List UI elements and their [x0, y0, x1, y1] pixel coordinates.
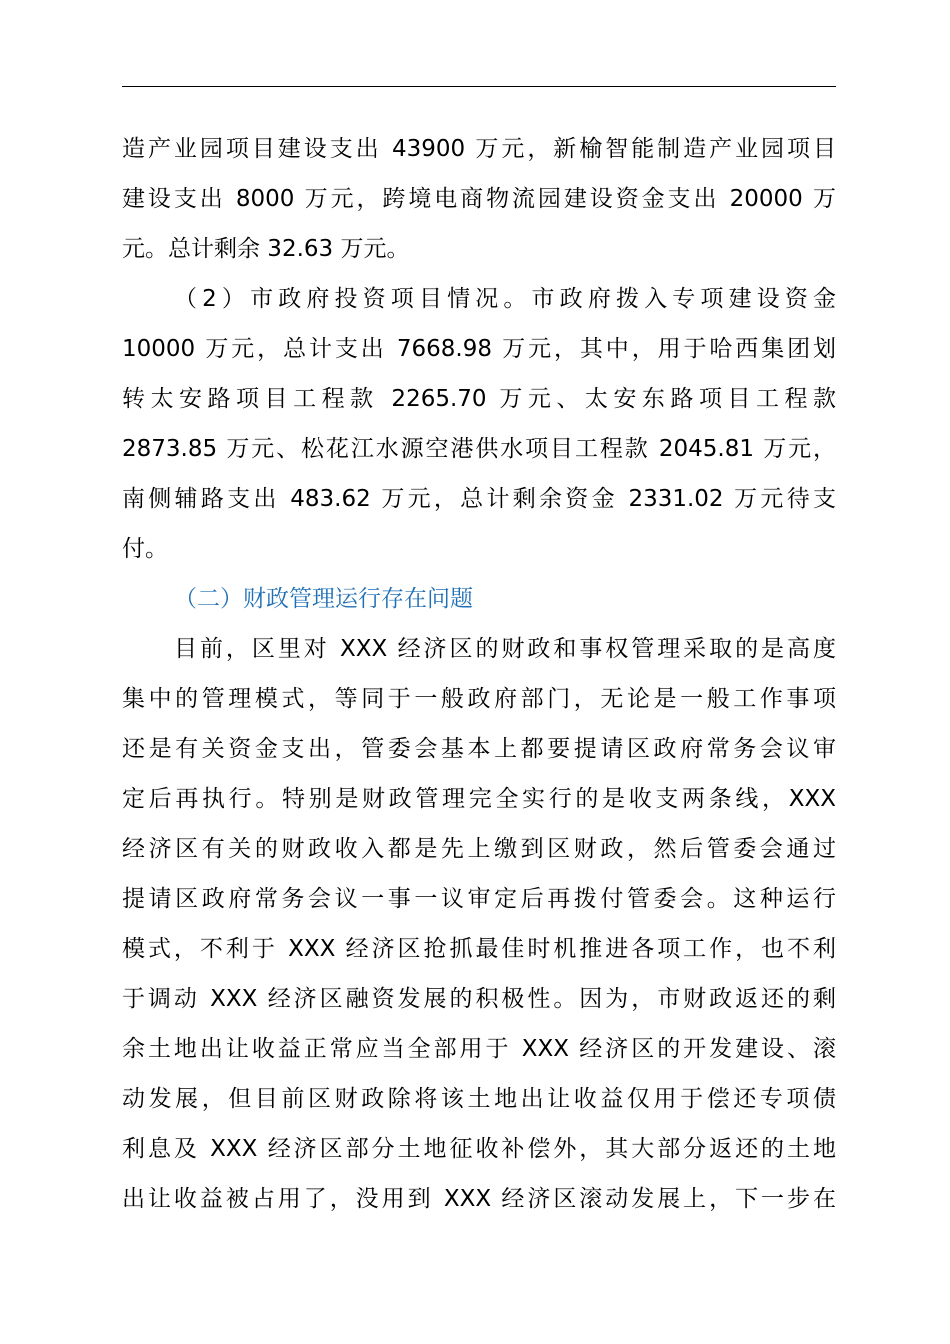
- text-line: 转太安路项目工程款 2265.70 万元、太安东路项目工程款: [122, 386, 836, 412]
- text-line: （2）市政府投资项目情况。市政府拨入专项建设资金: [174, 286, 836, 312]
- text-line: 造产业园项目建设支出 43900 万元，新榆智能制造产业园项目: [122, 136, 836, 162]
- text-line: 提请区政府常务会议一事一议审定后再拨付管委会。这种运行: [122, 886, 836, 912]
- text-line: 南侧辅路支出 483.62 万元，总计剩余资金 2331.02 万元待支: [122, 486, 836, 512]
- text-line: 集中的管理模式，等同于一般政府部门，无论是一般工作事项: [122, 686, 836, 712]
- text-line: 余土地出让收益正常应当全部用于 XXX 经济区的开发建设、滚: [122, 1036, 836, 1062]
- text-line: 10000 万元，总计支出 7668.98 万元，其中，用于哈西集团划: [122, 336, 836, 362]
- text-line: 定后再执行。特别是财政管理完全实行的是收支两条线，XXX: [122, 786, 836, 812]
- text-line: 2873.85 万元、松花江水源空港供水项目工程款 2045.81 万元，: [122, 436, 836, 462]
- text-line: 建设支出 8000 万元，跨境电商物流园建设资金支出 20000 万: [122, 186, 836, 212]
- document-body: [122, 124, 836, 1224]
- text-line: 出让收益被占用了，没用到 XXX 经济区滚动发展上，下一步在: [122, 1186, 836, 1212]
- text-line: 目前，区里对 XXX 经济区的财政和事权管理采取的是高度: [174, 636, 836, 662]
- text-line: 动发展，但目前区财政除将该土地出让收益仅用于偿还专项债: [122, 1086, 836, 1112]
- text-line: 付。: [122, 536, 168, 562]
- text-line: 利息及 XXX 经济区部分土地征收补偿外，其大部分返还的土地: [122, 1136, 836, 1162]
- text-line: 经济区有关的财政收入都是先上缴到区财政，然后管委会通过: [122, 836, 836, 862]
- section-heading: （二）财政管理运行存在问题: [174, 586, 473, 612]
- text-line: 元。总计剩余 32.63 万元。: [122, 236, 410, 262]
- text-line: 还是有关资金支出，管委会基本上都要提请区政府常务会议审: [122, 736, 836, 762]
- header-rule: [122, 86, 836, 87]
- text-line: 于调动 XXX 经济区融资发展的积极性。因为，市财政返还的剩: [122, 986, 836, 1012]
- text-line: 模式，不利于 XXX 经济区抢抓最佳时机推进各项工作，也不利: [122, 936, 836, 962]
